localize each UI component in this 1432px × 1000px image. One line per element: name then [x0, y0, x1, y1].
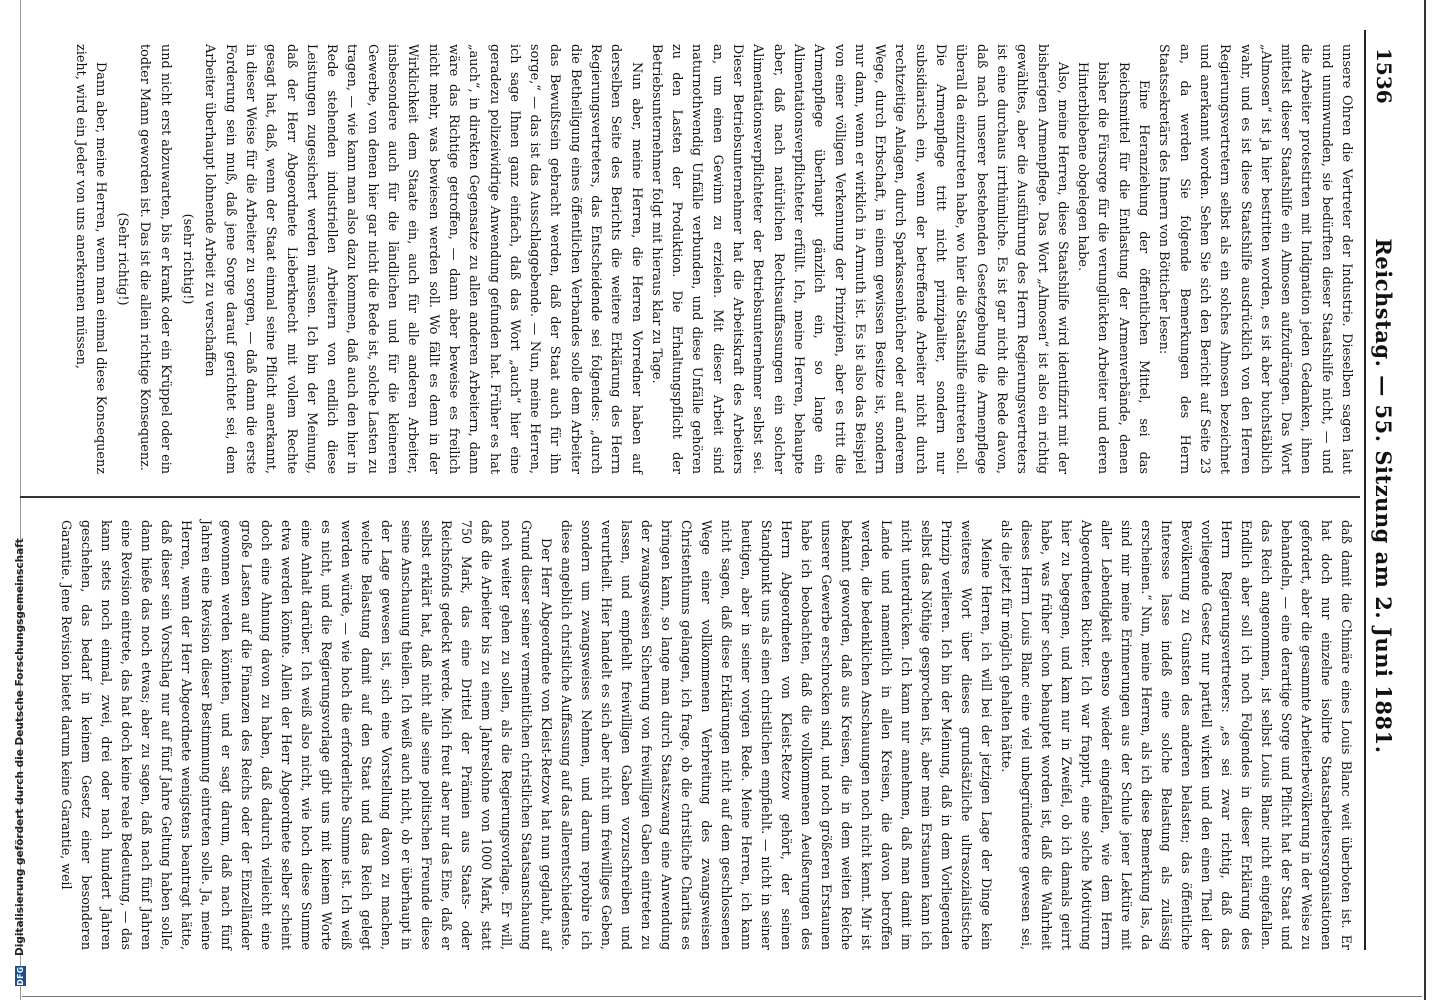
left-text-column — [69, 44, 1356, 474]
paragraph: unsere Ohren die Vertreter der Industrie. Dieselben sagen laut und unumwunden, sie bedürften dieser Staatshilfe nicht, — und die Arbeiter protestirten mit Indignation jeden Gedanken, ihnen mittelst dieser Staatshilfe ein Almosen aufzudrängen. Das Wort „Almosen“ ist ja hier bestritten worden, es ist aber buchstäblich wahr, und es ist diese Staatshilfe ausdrücklich von den Herren Regierungsvertretern selbst als ein solches Almosen bezeichnet und anerkannt worden. Sehen Sie sich den Bericht auf Seite 23 an, da werden Sie folgende Bemerkungen des Herrn Staatssekretärs des Innern von Bötticher lesen: — [1156, 44, 1354, 474]
header-rule — [1364, 30, 1366, 950]
paragraph: daß damit die Chimäre eines Louis Blanc weit überboten ist. Er hat doch nur einzelne isolirte Staatsarbeitersorganisationen gefordert, aber die gesammte Arbeiterbevölkerung in der Weise zu behandeln, — eine derartige Sorge und Pflicht hat der Staat und das Reich angenommen, ist selbst Louis Blanc nicht eingefallen. Endlich aber soll ich noch Folgendes in dieser Erklärung des Herrn Regierungsvertreters: „es sei zwar richtig, daß das vorliegende Gesetz nur partiell wirken und den einen Theil der Bevölkerung zu Gunsten des anderen belasten; das öffentliche Interesse lasse indeß eine solche Belastung als zulässig erscheinen.“ Nun, meine Herren, als ich diese Bemerkung las, da sind mir meine Erinnerungen aus der Schule jener Lektüre mit aller Lebendigkeit ebenso wieder eingefallen, wie dem Herrn Abgeordneten Richter. Ich war frappirt, eine solche Motivirung hier zu begegnen, und kam nur in Zweifel, ob ich damals geirrt habe, was früher schon behauptet worden ist, daß die Wahrheit dieses Herrn Louis Blanc eine viel unbegründetere gewesen sei, als die jetzt für möglich gehalten hätte. — [999, 520, 1354, 950]
paragraph: Also, meine Herren, diese Staatshilfe wird identifizirt mit der bisherigen Armenpflege. Das Wort „Almosen“ ist also ein richtig gewähltes, aber die Ausführung des Herrn Regierungsvertreters ist eine durchaus irrthümliche. Es ist gar nicht die Rede davon, daß nach unserer bestehenden Gesetzgebung die Armenpflege überall da einzutreten habe, wo hier die Staatshilfe eintreten soll. Die Armenpflege tritt nicht prinzipaliter, sondern nur subsidiarisch ein, wenn der betreffende Arbeiter nicht durch rechtzeitige Anlagen, durch Sparkassenbücher oder auf anderem Wege, durch Erbschaft, in einem gewissen Besitze ist, sondern nur dann, wenn er wirklich in Armuth ist. Es ist also das Beispiel von einer völligen Verkennung der Prinzipien, aber es tritt die Armenpflege überhaupt gänzlich ein, so lange ein Alimentationsverpflichteter erfüllt. Ich, meine Herren, behaupte aber, daß nach natürlichen Rechtsauffassungen ein solcher Alimentationsverpflichteter der Betriebsunternehmer selbst sei. Dieser Betriebsunternehmer hat die Arbeitskraft des Arbeiters an, um einen Gewinn zu erzielen. Mit dieser Arbeit sind naturnothwendig Unfälle verbunden, und diese Unfälle gehören zu den Lasten der Produktion. Die Erhaltungspflicht der Betriebsunternehmer folgt mit hieraus klar zu Tage. — [648, 44, 1070, 474]
paragraph: Meine Herren, ich will bei der jetzigen Lage der Dinge kein weiteres Wort über dieses grundsätzliche ultrasozialistische Prinzip verlieren. Ich bin der Meinung, daß in dem Vorliegenden selbst das Nöthige gesprochen ist, aber mein Erstaunen kann ich nicht unterdrücken. Ich kann nur annehmen, daß man damit im Lande und namentlich in allen Kreisen, die davon betroffen werden, die bedenklichen Anschauungen noch nicht kennt. Mir ist bekannt geworden, daß aus Kreisen, die in dem weiten Reiche unserer Gewerbe erschrocken sind, und noch größeren Erstaunen habe ich beobachten, daß die vollkommenen Aeußerungen des Herrn Abgeordneten von Kleist-Retzow gehört, der seinen Standpunkt uns als einen christlichen empfiehlt. — nicht in seiner heutigen, aber in seiner vorigen Rede. Meine Herren, ich kann nicht sagen, daß diese Erklärungen nicht auf dem geschlossenen Wege einer vollkommenen Verbreitung des zwangsweisen Christenthums gelangen, ich frage, ob die christliche Charitas es bringen kann, so lange man durch Staatszwang eine Anwendung der zwangsweisen Sicherung von freiwilligen Gaben eintreten zu lassen, und empfiehlt freiwilligen Gaben vorzuschreiben und verurtheilt. Hier handelt es sich aber nicht um freiwilliges Geben, sondern um zwangsweises Nehmen, und darum reprobire ich diese angeblich christliche Auffassung auf das allerentschiedenste. — [559, 520, 994, 950]
page-number: 1536 — [1372, 48, 1396, 104]
running-header — [1368, 48, 1398, 944]
paragraph: und nicht erst abzuwarten, bis er krank oder ein Krüppel oder ein todter Mann geworden ist. Das ist die allein richtige Konsequenz. — [137, 44, 173, 474]
dfg-logo: DFG — [16, 966, 25, 986]
digitization-credit: Digitalisierung gefördert durch die Deutsche Forschungsgemeinschaft — [14, 538, 26, 956]
footer-credit-bar — [14, 0, 28, 1000]
paragraph: Eine Heranziehung der öffentlichen Mittel, sei das Reichsmittel für die Entlastung der Armenverbände, denen bisher die Fürsorge für die verunglückten Arbeiter und deren Hinterbliebene obgelegen habe. — [1075, 62, 1152, 474]
paragraph: Nun aber, meine Herren, die Herren Vorredner haben auf derselben Seite des Berichts die weitere Erklärung des Herrn Regierungsvertreters, das Entscheidende sei folgendes: „durch die Betheiligung eines öffentlichen Verbandes solle dem Arbeiter das Bewußtsein gebracht werden, daß der Staat auch für ihn sorge,“ — das ist das Ausschlaggebende. — Nun, meine Herren, ich sage Ihnen ganz einfach, daß das Wort „auch“ hier eine geradezu polizeiwidrige Anwendung gefunden hat. Früher es hat „auch“, in direkten Gegensatze zu allen anderen Arbeitern, dann wäre das Richtige getroffen, — dann aber beweise es freilich nicht mehr, was bewiesen werden soll. Wo fällt es denn in der Wirklichkeit dem Staate ein, auch für alle anderen Arbeiter, insbesondere auch für die ländlichen und für die kleineren Gewerbe, von denen hier gar nicht die Rede ist, solche Lasten zu tragen, — wie kann man also dazu kommen, daß auch den hier in Rede stehenden industriellen Arbeitern von endlich diese Leistungen zugesichert werden müssen. Ich bin der Meinung, daß der Herr Abgeordnete Lieberknecht mit vollem Rechte gesagt hat, daß, wenn der Staat einmal seine Pflicht anerkannt, in dieser Weise für die Arbeiter zu sorgen, — daß dann die erste Forderung sein muß, daß jene Sorge darauf gerichtet sei, dem Arbeiter überhaupt lohnende Arbeit zu verschaffen — [202, 44, 644, 474]
interjection: (Sehr richtig!) — [115, 212, 131, 306]
column-divider — [20, 496, 1360, 498]
right-text-column — [56, 520, 1356, 950]
interjection: (sehr richtig!) — [180, 213, 196, 305]
paragraph: Der Herr Abgeordnete von Kleist-Retzow hat nun geglaubt, auf Grund dieser seiner vermeintlichen christlichen Staatsanschauung noch weiter gehen zu sollen, als die Regierungsvorlage. Er will, daß die Arbeiter bis zu einem Jahreslohne von 1000 Mark, statt 750 Mark, das eine Drittel der Prämien aus Staats- oder Reichsfonds gedeckt werde. Mich freut aber nur das Eine, daß er selbst erklärt hat, daß nicht alle seine politischen Freunde diese seine Anschauung theilen. Ich weiß auch nicht, ob er überhaupt in der Lage gewesen ist, sich eine Vorstellung davon zu machen, welche Belastung damit auf den Staat und das Reich gelegt werden würde, — wie hoch die erforderliche Summe ist. Ich weiß es nicht, und die Regierungsvorlage gibt uns mit keinem Worte eine Anhalt darüber. Ich weiß also nicht, wie hoch diese Summe etwa werden könnte. Allein der Herr Abgeordnete selber scheint doch eine Ahnung davon zu haben, daß dadurch vielleicht eine große Lasten auf die Finanzen des Reichs oder der Einzelländer gewonnen werden könnten, und er sagt darum, daß nach fünf Jahren eine Revision dieser Bestimmung eintreten solle. Ja, meine Herren, wenn der Herr Abgeordnete wenigstens beantragt hätte, daß dieser sein Vorschlag nur auf fünf Jahre Geltung haben solle, dann hieße das noch etwas; aber zu sagen, daß nach fünf Jahren eine Revision eintrete, das hat doch keine reale Bedeutung, — das kann stets noch einmal, zwei, drei oder nach hundert Jahren geschehen, das bedarf in keinem Gesetz einer besonderen Garantie. Jene Revision bietet darum keine Garantie, weil — [59, 520, 554, 950]
running-title: Reichstag. — 55. Sitzung am 2. Juni 1881. — [1371, 238, 1396, 754]
paragraph: Dann aber, meine Herren, wenn man einmal diese Konsequenz zieht, wird ein Jeder von uns anerkennen müssen, — [72, 44, 108, 474]
